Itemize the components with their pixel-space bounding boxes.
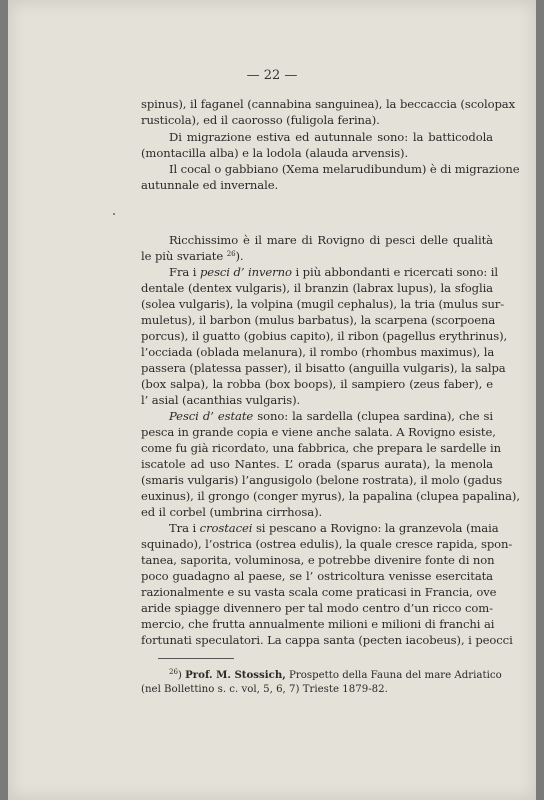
- paragraph-line: passera (platessa passer), il bisatto (anguilla vulgaris), la salpa: [141, 361, 506, 375]
- paragraph-line: pesca in grande copia e viene anche salata. A Rovigno esiste,: [141, 425, 496, 439]
- footnote-line: (nel Bollettino s. c. vol, 5, 6, 7) Trieste 1879-82.: [141, 684, 388, 695]
- text-span: Tra i: [169, 521, 200, 535]
- footnote-divider: [158, 658, 234, 659]
- paragraph-line: [141, 409, 493, 424]
- paragraph-line: (montacilla alba) e la lodola (alauda arvensis).: [141, 146, 409, 160]
- text-span: le più svariate: [141, 249, 227, 263]
- text-span: ).: [235, 249, 244, 263]
- footnote-ref: 26: [169, 668, 178, 676]
- italic-term: pesci d’ inverno: [199, 265, 292, 279]
- paragraph-line: [141, 521, 499, 536]
- paragraph-line: spinus), il faganel (cannabina sanguinea), la beccaccia (scolopax: [141, 97, 516, 111]
- italic-term: Pesci d’ estate: [169, 409, 254, 423]
- paragraph-line: poco guadagno al paese, se l’ ostricoltura venisse esercitata: [141, 569, 493, 583]
- paragraph-line: [141, 265, 499, 280]
- paragraph-line: euxinus), il grongo (conger myrus), la papalina (clupea papalina),: [141, 489, 520, 503]
- paragraph-line: (box salpa), la robba (box boops), il sampiero (zeus faber), e: [141, 377, 493, 391]
- page-number: — 22 —: [246, 68, 298, 83]
- paragraph-line: ed il corbel (umbrina cirrhosa).: [141, 505, 323, 519]
- text-span: sono: la sardella (clupea sardina), che si: [253, 409, 493, 423]
- paragraph-line: l’occiada (oblada melanura), il rombo (rhombus maximus), la: [141, 345, 495, 359]
- book-page: [8, 0, 536, 800]
- paragraph-line: dentale (dentex vulgaris), il branzin (labrax lupus), la sfoglia: [141, 281, 493, 295]
- text-span: ): [177, 670, 186, 681]
- paragraph-line: [141, 249, 493, 264]
- paragraph-line: squinado), l’ostrica (ostrea edulis), la quale cresce rapida, spon-: [141, 537, 513, 551]
- paragraph-line: (smaris vulgaris) l’angusigolo (belone rostrata), il molo (gadus: [141, 473, 503, 487]
- paragraph-line: autunnale ed invernale.: [141, 178, 279, 192]
- paragraph-line: Il cocal o gabbiano (Xema melarudibundum) è di migrazione: [169, 162, 520, 176]
- paragraph-line: Di migrazione estiva ed autunnale sono: la batticodola: [169, 130, 493, 144]
- paragraph-line: fortunati speculatori. La cappa santa (pecten iacobeus), i peocci: [141, 633, 513, 647]
- footnote-author: Prof. M. Stossich,: [185, 669, 286, 681]
- paragraph-line: aride spiagge divennero per tal modo centro d’un ricco com-: [141, 601, 493, 615]
- footnote-ref: 26: [226, 250, 236, 258]
- footnote-line: [141, 668, 502, 683]
- paragraph-line: l’ asial (acanthias vulgaris).: [141, 393, 301, 407]
- text-span: Prospetto della Fauna del mare Adriatico: [285, 670, 502, 681]
- paragraph-line: Ricchissimo è il mare di Rovigno di pesci delle qualità: [169, 233, 493, 247]
- paragraph-line: mercio, che frutta annualmente milioni e milioni di franchi ai: [141, 617, 495, 631]
- italic-term: crostacei: [199, 521, 253, 535]
- text-span: i più abbondanti e ricercati sono: il: [291, 265, 499, 279]
- paper-speck: [113, 213, 115, 215]
- paragraph-line: rusticola), ed il caorosso (fuligola ferina).: [141, 113, 380, 127]
- text-span: si pescano a Rovigno: la granzevola (maia: [252, 521, 499, 535]
- paragraph-line: muletus), il barbon (mulus barbatus), la scarpena (scorpoena: [141, 313, 496, 327]
- paragraph-line: come fu già ricordato, una fabbrica, che prepara le sardelle in: [141, 441, 501, 455]
- paragraph-line: (solea vulgaris), la volpina (mugil cephalus), la tria (mulus sur-: [141, 297, 505, 311]
- paragraph-line: porcus), il guatto (gobius capito), il ribon (pagellus erythrinus),: [141, 329, 508, 343]
- paragraph-line: iscatole ad uso Nantes. L’ orada (sparus aurata), la menola: [141, 457, 493, 471]
- paragraph-line: razionalmente e su vasta scala come praticasi in Francia, ove: [141, 585, 497, 599]
- paragraph-line: tanea, saporita, voluminosa, e potrebbe divenire fonte di non: [141, 553, 495, 567]
- text-span: Fra i: [169, 265, 200, 279]
